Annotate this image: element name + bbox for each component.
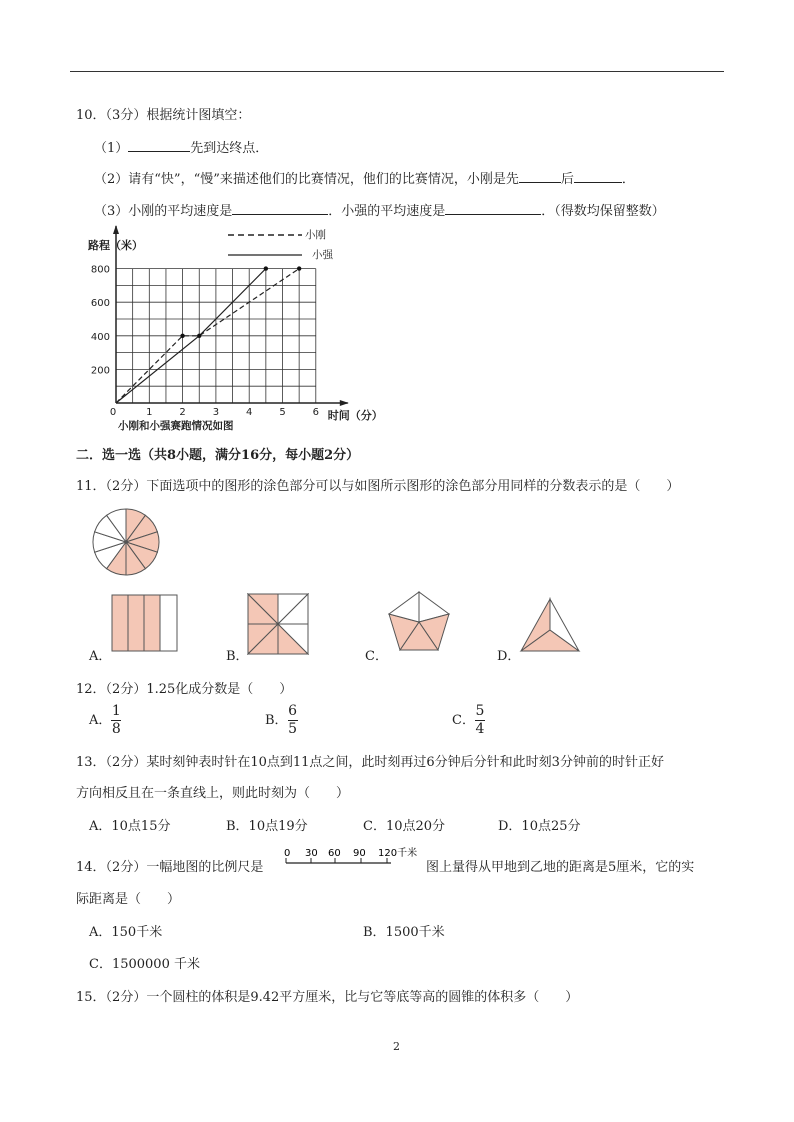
q14-option-b[interactable]: B．1500千米 xyxy=(363,925,445,940)
q11-text: 11．（2分）下面选项中的图形的涂色部分可以与如图所示图形的涂色部分用同样的分数表示的是（ ） xyxy=(76,479,680,494)
q14-option-a[interactable]: A．150千米 xyxy=(89,925,163,940)
q11-option-c[interactable]: C． xyxy=(365,649,388,664)
q12-option-a[interactable]: A． $\frac{1}{8}$ xyxy=(89,703,121,737)
q11-option-b-figure[interactable] xyxy=(247,593,309,655)
x-tick-label: 1 xyxy=(146,407,153,418)
q11-option-d-figure[interactable] xyxy=(519,597,581,655)
scale-label-60: 60 xyxy=(328,848,341,859)
y-tick-label: 400 xyxy=(90,331,110,343)
marker-point-2 xyxy=(264,266,268,270)
x-tick-label: 0 xyxy=(109,407,117,418)
q10-heading: 10．（3分）根据统计图填空： xyxy=(76,108,251,123)
q12-option-c[interactable]: C． $\frac{5}{4}$ xyxy=(452,703,485,737)
q14-text-line2: 际距离是（ ） xyxy=(76,892,181,907)
q12-option-b[interactable]: B． $\frac{6}{5}$ xyxy=(265,703,298,737)
q15-text: 15．（2分）一个圆柱的体积是9.42平方厘米，比与它等底等高的圆锥的体积多（ ） xyxy=(76,990,579,1005)
q10-part1: （1） 先到达终点． xyxy=(94,141,269,156)
q10-part2: （2）请有“快”，“慢”来描述他们的比赛情况，他们的比赛情况，小刚是先 后 ． xyxy=(94,172,635,187)
q14-scale-bar xyxy=(283,846,425,870)
chart-caption: 小刚和小强赛跑情况如图 xyxy=(118,420,234,432)
q14-option-c[interactable]: C．1500000 千米 xyxy=(89,957,200,972)
q11-circle-figure xyxy=(90,506,162,578)
q13-option-d[interactable]: D．10点25分 xyxy=(498,819,581,834)
y-axis-title: 路程（米） xyxy=(88,239,143,252)
q11-option-d[interactable]: D． xyxy=(497,649,521,664)
q11-option-a-figure[interactable] xyxy=(111,594,179,652)
x-axis-arrow xyxy=(340,400,349,406)
chart-labels xyxy=(88,228,383,432)
q13-option-b[interactable]: B．10点19分 xyxy=(226,819,308,834)
x-axis-title: 时间（分） xyxy=(327,409,383,422)
q14-text-suffix: 图上量得从甲地到乙地的距离是5厘米，它的实 xyxy=(426,860,695,875)
race-chart xyxy=(80,222,400,432)
x-tick-label: 4 xyxy=(246,407,253,418)
section2-title: 二．选一选（共8小题，满分16分，每小题2分） xyxy=(76,448,360,463)
scale-label-120: 120千米 xyxy=(378,848,418,859)
marker-point-3 xyxy=(297,266,301,270)
marker-point-1 xyxy=(197,334,201,338)
scale-label-90: 90 xyxy=(353,848,366,859)
scale-label-30: 30 xyxy=(305,848,318,859)
q12-text: 12．（2分）1.25化成分数是（ ） xyxy=(76,682,293,697)
legend-label-xiaogang: 小刚 xyxy=(305,229,326,241)
marker-point-0 xyxy=(180,334,184,338)
x-tick-label: 5 xyxy=(279,407,286,418)
q13-option-c[interactable]: C．10点20分 xyxy=(363,819,446,834)
y-axis-arrow xyxy=(113,225,119,234)
header-rule xyxy=(70,71,724,72)
q11-option-b[interactable]: B． xyxy=(226,649,249,664)
q11-option-c-figure[interactable] xyxy=(386,590,452,654)
q11-option-a[interactable]: A． xyxy=(89,649,112,664)
q10-blank-4[interactable] xyxy=(232,202,328,215)
q13-text-line2: 方向相反且在一条直线上，则此时刻为（ ） xyxy=(76,786,350,801)
q14-text-prefix: 14．（2分）一幅地图的比例尺是 xyxy=(76,860,264,875)
x-tick-label: 3 xyxy=(212,407,220,418)
x-tick-label: 6 xyxy=(312,407,319,418)
q10-blank-1[interactable] xyxy=(128,139,190,152)
y-tick-label: 600 xyxy=(90,298,110,310)
legend-label-xiaoqiang: 小强 xyxy=(312,249,333,261)
q13-option-a[interactable]: A．10点15分 xyxy=(89,819,171,834)
x-tick-label: 2 xyxy=(179,407,186,418)
chart-grid xyxy=(116,269,316,403)
y-tick-label: 800 xyxy=(90,264,110,276)
q10-blank-5[interactable] xyxy=(445,202,541,215)
y-tick-label: 200 xyxy=(90,365,110,377)
scale-label-0: 0 xyxy=(284,848,291,859)
q10-blank-3[interactable] xyxy=(574,170,622,183)
q10-blank-2[interactable] xyxy=(519,170,561,183)
q13-text-line1: 13．（2分）某时刻钟表时针在10点到11点之间，此时刻再过6分钟后分针和此时刻3分钟前的时针正好 xyxy=(76,755,664,770)
q10-part3: （3）小刚的平均速度是 ．小强的平均速度是 ．（得数均保留整数） xyxy=(94,204,665,219)
page-number: 2 xyxy=(393,1040,400,1053)
chart-series xyxy=(116,266,301,403)
